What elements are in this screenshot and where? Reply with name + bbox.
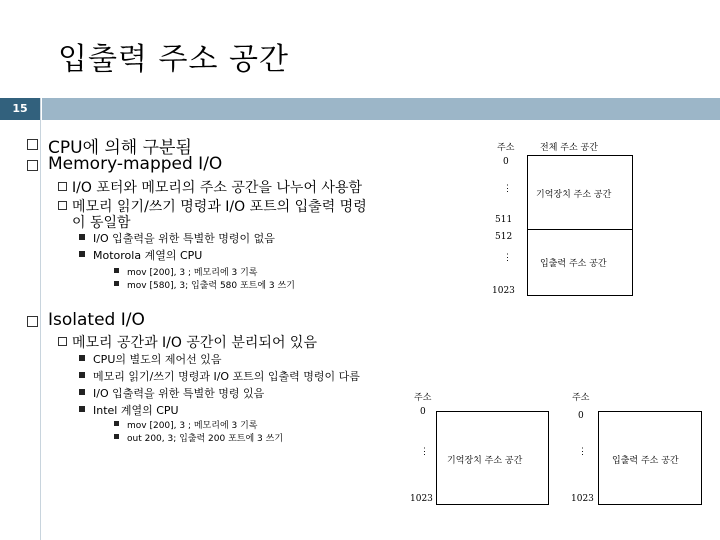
bullet-control-line: CPU의 별도의 제어선 있음 — [93, 353, 222, 366]
bullet-no-special-instr: I/O 입출력을 위한 특별한 명령이 없음 — [93, 232, 275, 245]
bullet-square-icon — [79, 251, 85, 257]
bullet-intel: Intel 계열의 CPU — [93, 404, 179, 417]
fig-mapped-dots-2: ⋮ — [503, 253, 512, 263]
bullet-special-instr: I/O 입출력을 위한 특별한 명령 있음 — [93, 387, 265, 400]
fig-mapped-region-memory: 기억장치 주소 공간 — [536, 190, 612, 200]
bullet-box-icon — [58, 337, 67, 346]
bullet-box-icon — [27, 160, 38, 171]
fig-mapped-addr-1023: 1023 — [492, 286, 515, 296]
bullet-square-icon — [79, 389, 85, 395]
bullet-square-icon — [114, 421, 119, 426]
code-mov-200: mov [200], 3 ; 메모리에 3 기록 — [127, 268, 258, 278]
bullet-square-icon — [79, 234, 85, 240]
code-mov-580: mov [580], 3; 입출력 580 포트에 3 쓰기 — [127, 281, 295, 291]
slide-number: 15 — [0, 98, 40, 120]
bullet-square-icon — [114, 268, 119, 273]
fig-iso-mem-dots: ⋮ — [420, 447, 429, 457]
bullet-box-icon — [27, 316, 38, 327]
fig-iso-io-region: 입출력 주소 공간 — [612, 456, 679, 466]
fig-mapped-addr-512: 512 — [495, 232, 513, 242]
fig-mapped-dots-1: ⋮ — [503, 184, 512, 194]
fig-iso-io-addr-1023: 1023 — [571, 494, 594, 504]
code-mov-200-intel: mov [200], 3 ; 메모리에 3 기록 — [127, 421, 258, 431]
fig-iso-mem-region: 기억장치 주소 공간 — [447, 456, 523, 466]
fig-mapped-addr-511: 511 — [495, 215, 513, 225]
bullet-different-instr: 메모리 읽기/쓰기 명령과 I/O 포트의 입출력 명령이 다름 — [93, 370, 360, 383]
bullet-square-icon — [114, 434, 119, 439]
bullet-square-icon — [114, 281, 119, 286]
bullet-shared-space: I/O 포터와 메모리의 주소 공간을 나누어 사용함 — [72, 180, 362, 196]
code-out-200: out 200, 3; 입출력 200 포트에 3 쓰기 — [127, 434, 284, 444]
bullet-cpu-distinguished: CPU에 의해 구분됨 — [48, 138, 192, 158]
bullet-box-icon — [27, 139, 38, 150]
bullet-separated-space: 메모리 공간과 I/O 공간이 분리되어 있음 — [72, 335, 317, 351]
fig-iso-mem-addr-0: 0 — [420, 407, 426, 417]
bullet-box-icon — [58, 201, 67, 210]
fig-iso-mem-addr-1023: 1023 — [410, 494, 433, 504]
fig-mapped-addr-0: 0 — [503, 157, 509, 167]
fig-iso-io-addr-0: 0 — [578, 411, 584, 421]
fig-mapped-split-line — [528, 229, 632, 230]
bullet-same-instr-2: 이 동일함 — [72, 215, 131, 231]
bullet-square-icon — [79, 355, 85, 361]
fig-iso-io-addr-header: 주소 — [572, 393, 590, 403]
bullet-square-icon — [79, 406, 85, 412]
slide-title: 입출력 주소 공간 — [58, 42, 289, 77]
fig-mapped-space-header: 전체 주소 공간 — [540, 143, 598, 153]
bullet-memory-mapped: Memory-mapped I/O — [48, 154, 223, 174]
fig-mapped-addr-header: 주소 — [497, 143, 515, 153]
left-divider — [40, 98, 41, 540]
bullet-box-icon — [58, 182, 67, 191]
header-bar — [42, 98, 720, 120]
bullet-square-icon — [79, 372, 85, 378]
fig-iso-mem-addr-header: 주소 — [414, 393, 432, 403]
fig-mapped-box — [527, 155, 633, 296]
bullet-same-instr-1: 메모리 읽기/쓰기 명령과 I/O 포트의 입출력 명령 — [72, 199, 367, 215]
fig-iso-io-dots: ⋮ — [578, 447, 587, 457]
bullet-motorola: Motorola 계열의 CPU — [93, 249, 203, 262]
bullet-isolated-io: Isolated I/O — [48, 310, 145, 330]
fig-mapped-region-io: 입출력 주소 공간 — [540, 259, 607, 269]
